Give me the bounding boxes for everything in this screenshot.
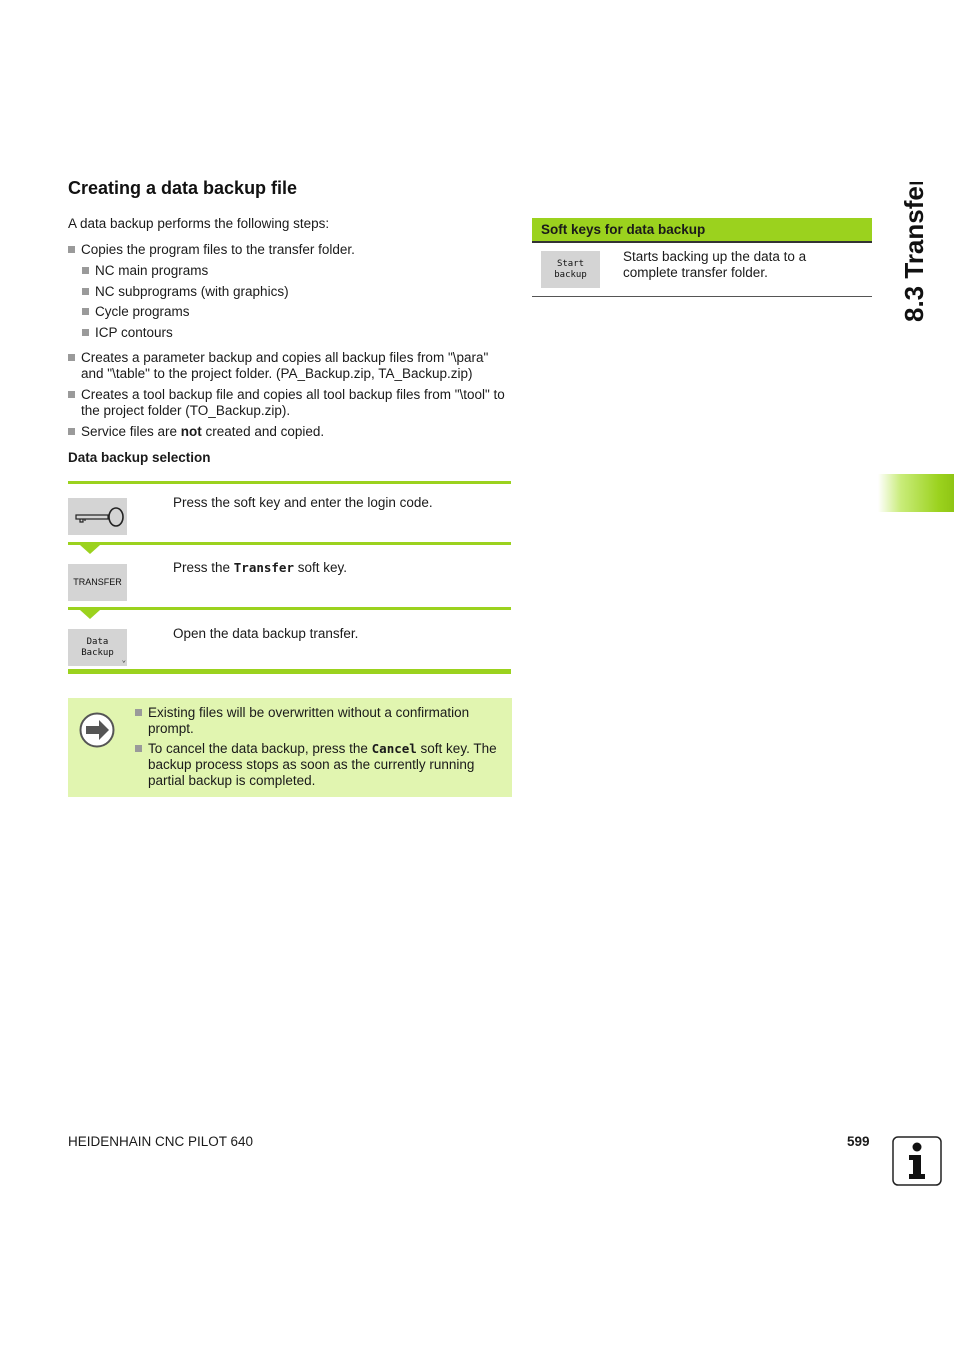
bullet-icon — [82, 329, 89, 336]
key-icon — [72, 504, 124, 530]
section-heading: Creating a data backup file — [68, 178, 298, 198]
softkey-table-header: Soft keys for data backup — [532, 218, 872, 243]
step-text: Press the soft key and enter the login code. — [173, 495, 433, 510]
bullet-icon — [135, 745, 142, 752]
list-item: Existing files will be overwritten without a confirmation prompt. — [135, 705, 505, 737]
list-item: NC subprograms (with graphics) — [82, 284, 513, 300]
step-text: Open the data backup transfer. — [173, 626, 359, 641]
start-backup-softkey[interactable]: Start backup — [541, 251, 600, 288]
bullet-icon — [68, 391, 75, 398]
bullet-icon — [82, 288, 89, 295]
divider — [68, 542, 511, 545]
list-item: Creates a tool backup file and copies all tool backup files from "\tool" to the project folder (TO_Backup.zip). — [68, 387, 513, 419]
step-arrow-icon — [80, 545, 100, 554]
key-softkey[interactable] — [68, 498, 127, 535]
list-item: NC main programs — [82, 263, 513, 279]
page-number: 599 — [847, 1134, 870, 1149]
softkey-table — [532, 218, 872, 297]
arrow-right-icon — [79, 712, 115, 748]
footer-product: HEIDENHAIN CNC PILOT 640 — [68, 1134, 254, 1149]
list-item: Copies the program files to the transfer folder. — [68, 242, 513, 258]
divider — [68, 669, 511, 674]
note-text — [135, 705, 505, 793]
data-backup-softkey[interactable]: Data Backup ⌄ — [68, 629, 127, 666]
list-item: Creates a parameter backup and copies all backup files from "\para" and "\table" to the project folder. (PA_Backup.zip, TA_Backup.zip) — [68, 350, 513, 382]
svg-text:8.3 Transfer: 8.3 Transfer — [899, 182, 929, 322]
list-item: To cancel the data backup, press the Cancel soft key. The backup process stops as soon as the currently running partial backup is completed. — [135, 741, 505, 789]
bullet-icon — [68, 246, 75, 253]
list-item: Cycle programs — [82, 304, 513, 320]
divider — [68, 481, 511, 484]
steps-list — [68, 242, 513, 445]
step-arrow-icon — [80, 610, 100, 619]
intro-text: A data backup performs the following steps: — [68, 216, 330, 231]
table-row — [532, 243, 872, 297]
bullet-icon — [68, 428, 75, 435]
divider — [68, 607, 511, 610]
chapter-tab — [878, 474, 954, 512]
info-icon — [892, 1136, 942, 1186]
bullet-icon — [135, 709, 142, 716]
bullet-icon — [68, 354, 75, 361]
selection-heading: Data backup selection — [68, 450, 211, 465]
transfer-softkey[interactable]: TRANSFER — [68, 564, 127, 601]
submenu-corner-icon: ⌄ — [121, 656, 126, 664]
bullet-icon — [82, 267, 89, 274]
note-box — [68, 698, 512, 797]
softkey-description: Starts backing up the data to a complete transfer folder. — [623, 249, 807, 280]
step-text: Press the Transfer soft key. — [173, 560, 348, 575]
list-item: Service files are not created and copied. — [68, 424, 513, 440]
list-item: ICP contours — [82, 325, 513, 341]
bullet-icon — [82, 308, 89, 315]
chapter-side-title — [893, 182, 933, 322]
